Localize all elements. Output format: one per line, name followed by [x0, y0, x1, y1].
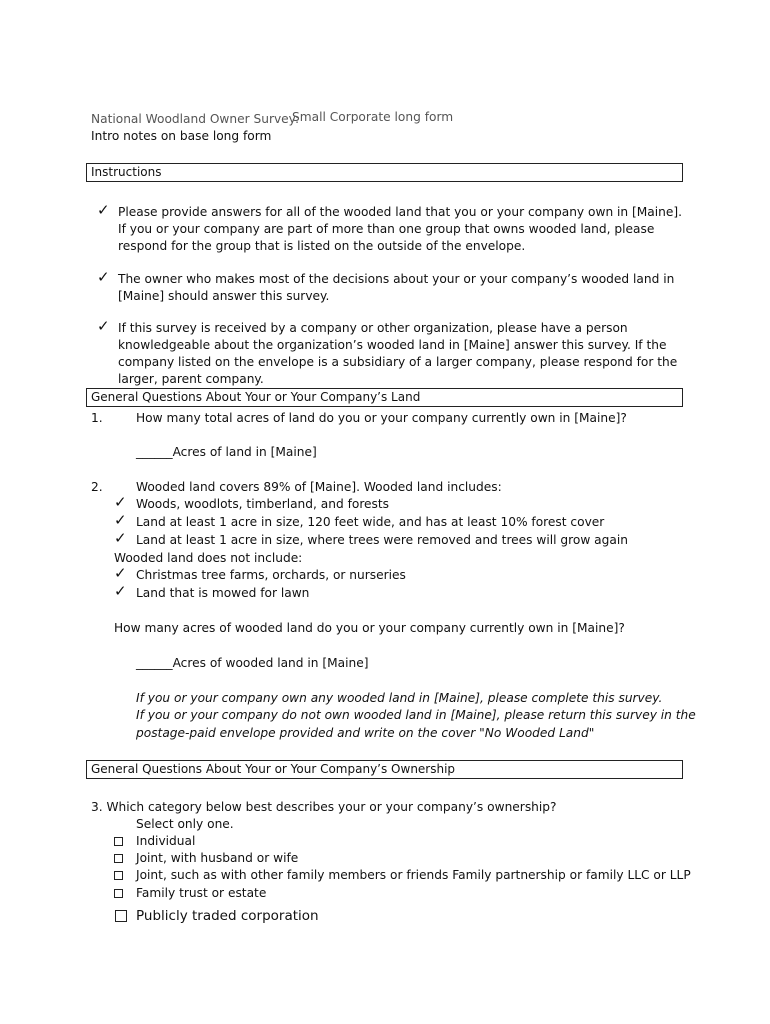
includes-item: Land at least 1 acre in size, 120 feet wide, and has at least 10% forest cover	[136, 515, 605, 529]
checkmark-icon: ✓	[97, 268, 110, 286]
checkmark-icon: ✓	[114, 511, 127, 529]
not-include-label: Wooded land does not include:	[114, 551, 303, 565]
option-label: Family trust or estate	[136, 886, 267, 900]
checkmark-icon: ✓	[114, 582, 127, 600]
option-label: Publicly traded corporation	[136, 908, 319, 924]
form-name: Small Corporate long form	[292, 110, 454, 124]
checkmark-icon: ✓	[114, 564, 127, 582]
excludes-item: Land that is mowed for lawn	[136, 586, 310, 600]
option-label: Joint, with husband or wife	[136, 851, 299, 865]
option-checkbox[interactable]	[114, 889, 123, 898]
acres-wooded-field[interactable]: ______Acres of wooded land in [Maine]	[136, 656, 369, 670]
includes-item: Land at least 1 acre in size, where trees were removed and trees will grow again	[136, 533, 628, 547]
ownership-section-header: General Questions About Your or Your Company’s Ownership	[86, 760, 683, 779]
question-2-text: Wooded land covers 89% of [Maine]. Wooded land includes:	[136, 480, 502, 494]
checkmark-icon: ✓	[114, 529, 127, 547]
acres-land-field[interactable]: ______Acres of land in [Maine]	[136, 445, 317, 459]
survey-name: National Woodland Owner Survey:	[91, 112, 300, 126]
includes-item: Woods, woodlots, timberland, and forests	[136, 497, 390, 511]
question-3-text: 3. Which category below best describes your or your company’s ownership?	[91, 800, 557, 814]
note-line: If you or your company own any wooded land in [Maine], please complete this survey.	[136, 691, 663, 705]
note-line: If you or your company do not own wooded land in [Maine], please return this survey in the	[136, 708, 696, 722]
note-line: postage-paid envelope provided and write on the cover "No Wooded Land"	[136, 726, 595, 740]
question-3-sub: Select only one.	[136, 817, 234, 831]
option-label: Joint, such as with other family members or friends Family partnership or family LLC or LLP	[136, 868, 691, 882]
intro-notes: Intro notes on base long form	[91, 129, 272, 143]
question-number: 1.	[91, 411, 103, 425]
question-number: 2.	[91, 480, 103, 494]
checkmark-icon: ✓	[114, 493, 127, 511]
option-checkbox[interactable]	[114, 854, 123, 863]
instructions-header: Instructions	[86, 163, 683, 182]
excludes-item: Christmas tree farms, orchards, or nurseries	[136, 568, 406, 582]
instruction-item: If this survey is received by a company or other organization, please have a person knowledgeable about the organization’s wooded land in [Maine] answer this survey. If the company listed on the envelope is a subsidiary of a larger company, please respond for the larger, parent company.	[118, 321, 678, 386]
instruction-item: Please provide answers for all of the wooded land that you or your company own in [Maine]. If you or your company are part of more than one group that owns wooded land, please respond for the group that is listed on the outside of the envelope.	[118, 205, 683, 253]
option-checkbox[interactable]	[114, 837, 123, 846]
question-2-prompt: How many acres of wooded land do you or your company currently own in [Maine]?	[114, 621, 625, 635]
option-checkbox[interactable]	[114, 871, 123, 880]
checkmark-icon: ✓	[97, 201, 110, 219]
option-checkbox[interactable]	[115, 910, 127, 922]
instruction-item: The owner who makes most of the decisions about your or your company’s wooded land in [Maine] should answer this survey.	[118, 272, 675, 303]
checkmark-icon: ✓	[97, 317, 110, 335]
option-label: Individual	[136, 834, 196, 848]
question-1-text: How many total acres of land do you or your company currently own in [Maine]?	[136, 411, 627, 425]
land-section-header: General Questions About Your or Your Company’s Land	[86, 388, 683, 407]
